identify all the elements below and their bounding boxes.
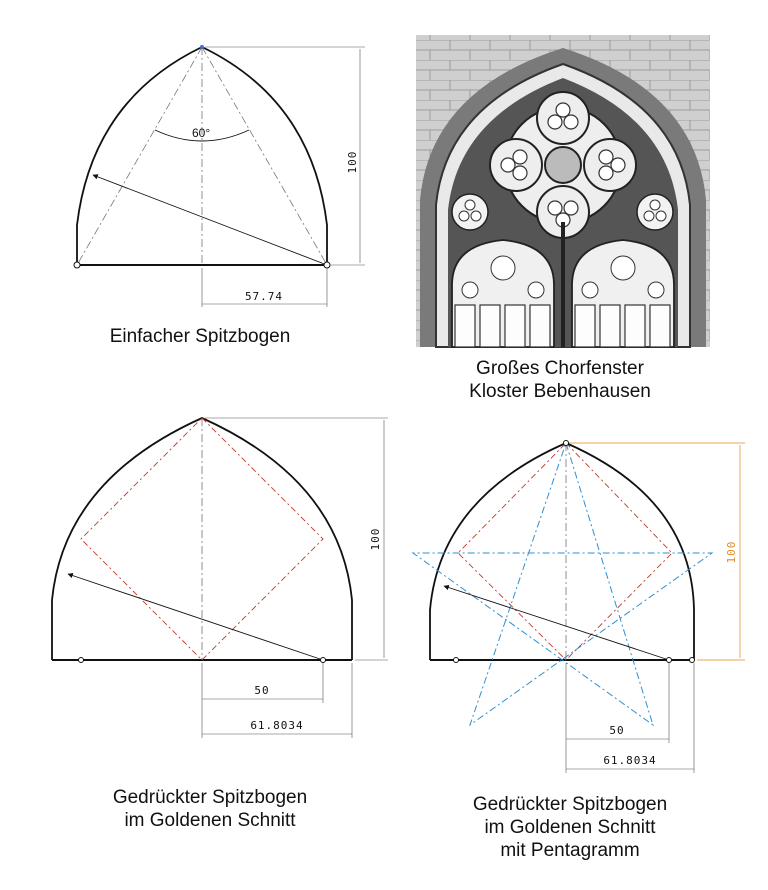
simple-angle-label: 60° — [192, 126, 211, 140]
caption-pentagram-arch — [410, 793, 730, 862]
pentagram-arch-panel — [413, 441, 745, 774]
pentagram-radius-label: 61.8034 — [603, 754, 657, 767]
simple-height-label: 100 — [346, 150, 359, 174]
simple-construction-left — [77, 47, 202, 265]
simple-radius-arrow — [93, 175, 327, 265]
simple-construction-right — [202, 47, 327, 265]
pentagram-star — [413, 443, 712, 725]
pentagram-base-end — [690, 658, 695, 663]
simple-center-left — [74, 262, 80, 268]
golden-radius-arrow — [68, 574, 323, 660]
caption-pentagram-line-1: Gedrückter Spitzbogen — [472, 794, 668, 815]
simple-apex — [200, 45, 204, 49]
golden-half-label: 50 — [254, 684, 270, 697]
golden-center-right — [321, 658, 326, 663]
caption-window-photo — [410, 357, 710, 403]
caption-window-line-1: Großes Chorfenster — [476, 358, 644, 379]
golden-height-label: 100 — [369, 527, 382, 551]
caption-pentagram-line-2: im Goldenen Schnitt — [484, 817, 656, 838]
pentagram-center-left — [454, 658, 459, 663]
caption-golden-line-1: Gedrückter Spitzbogen — [112, 787, 308, 808]
caption-golden-line-2: im Goldenen Schnitt — [124, 810, 296, 831]
window-illustration — [416, 35, 710, 347]
pentagram-apex — [564, 441, 569, 446]
simple-center-right — [324, 262, 330, 268]
pentagram-construction-square — [458, 443, 672, 660]
pentagram-height-label: 100 — [725, 540, 738, 564]
caption-pentagram-line-3: mit Pentagramm — [500, 840, 640, 861]
pentagram-center-right — [667, 658, 672, 663]
golden-arch-panel — [52, 418, 388, 738]
simple-arch-panel — [74, 45, 365, 307]
pentagram-radius-arrow — [444, 586, 669, 660]
golden-center-left — [79, 658, 84, 663]
golden-radius-label: 61.8034 — [250, 719, 304, 732]
caption-window-line-2: Kloster Bebenhausen — [469, 381, 651, 402]
caption-simple-arch-line: Einfacher Spitzbogen — [109, 326, 291, 347]
pentagram-half-label: 50 — [609, 724, 625, 737]
caption-simple-arch — [60, 325, 340, 348]
simple-span-label: 57.74 — [244, 290, 284, 303]
pentagram-arch-outline — [430, 443, 694, 660]
caption-golden-arch — [50, 786, 370, 832]
